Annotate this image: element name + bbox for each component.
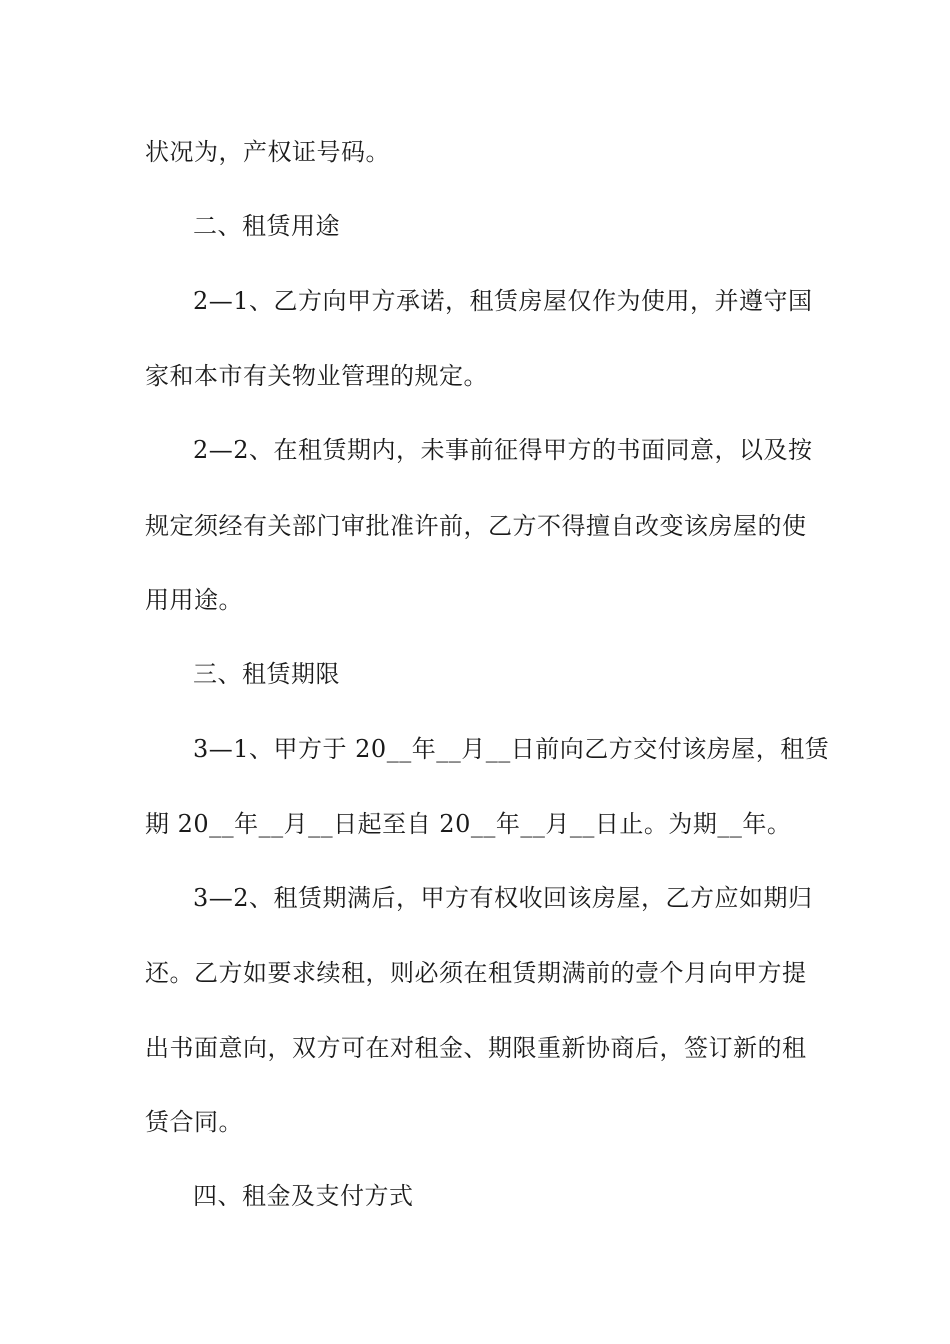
paragraph-line: 状况为，产权证号码。 <box>145 138 390 166</box>
paragraph-line: 家和本市有关物业管理的规定。 <box>145 362 488 390</box>
paragraph-line: 期 20__年__月__日起至自 20__年__月__日止。为期__年。 <box>145 810 792 838</box>
paragraph-line: 3—1、甲方于 20__年__月__日前向乙方交付该房屋，租赁 <box>193 735 830 763</box>
paragraph-line: 还。乙方如要求续租，则必须在租赁期满前的壹个月向甲方提 <box>145 959 807 987</box>
section-heading: 四、租金及支付方式 <box>193 1182 414 1210</box>
paragraph-line: 赁合同。 <box>145 1108 243 1136</box>
paragraph-line: 用用途。 <box>145 586 243 614</box>
section-heading: 三、租赁期限 <box>193 660 340 688</box>
paragraph-line: 2—1、乙方向甲方承诺，租赁房屋仅作为使用，并遵守国 <box>193 287 813 315</box>
section-heading: 二、租赁用途 <box>193 212 340 240</box>
paragraph-line: 出书面意向，双方可在对租金、期限重新协商后，签订新的租 <box>145 1034 807 1062</box>
paragraph-line: 3—2、租赁期满后，甲方有权收回该房屋，乙方应如期归 <box>193 884 813 912</box>
paragraph-line: 规定须经有关部门审批准许前，乙方不得擅自改变该房屋的使 <box>145 512 807 540</box>
paragraph-line: 2—2、在租赁期内，未事前征得甲方的书面同意，以及按 <box>193 436 813 464</box>
